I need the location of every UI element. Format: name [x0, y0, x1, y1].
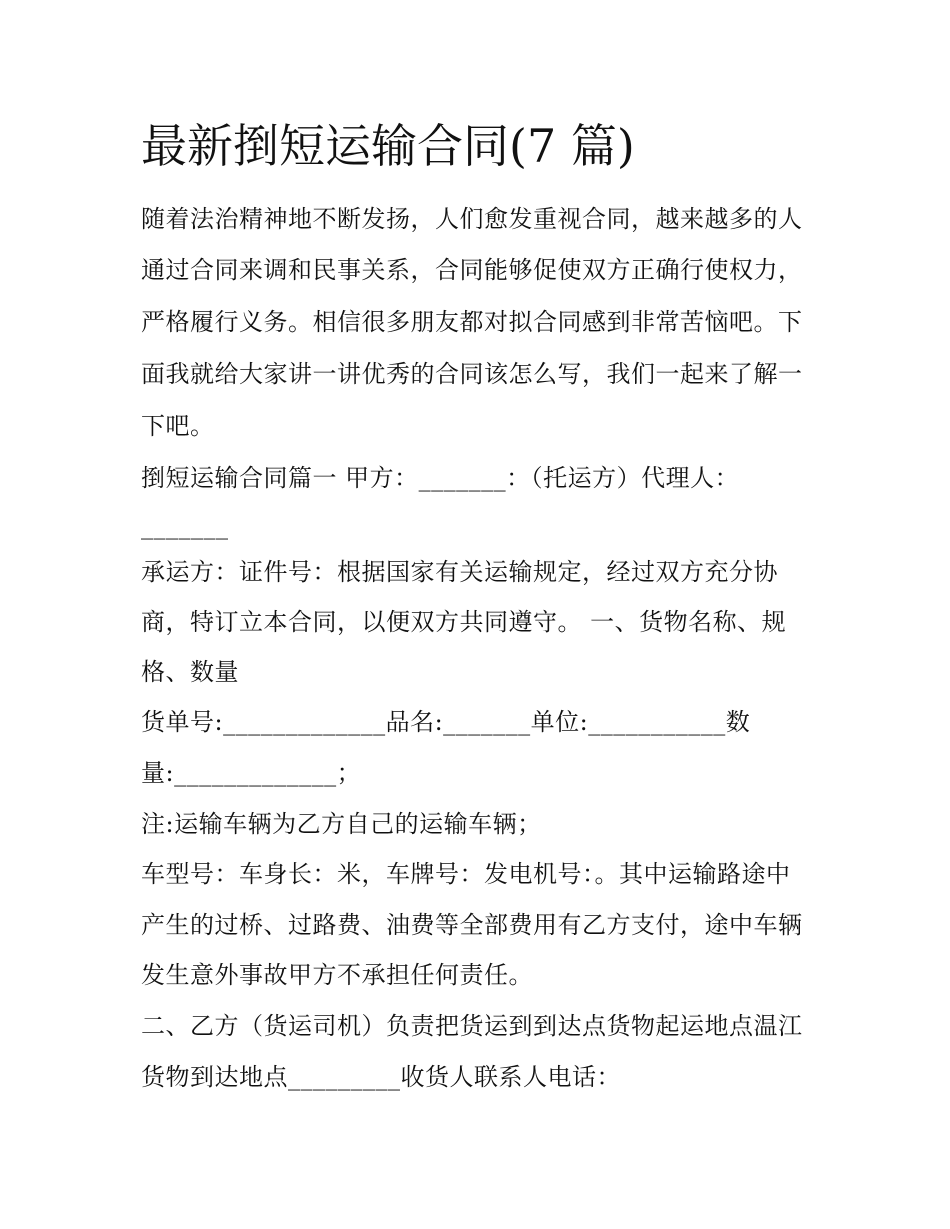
paragraph-line: 货物到达地点_________收货人联系人电话：: [141, 1063, 621, 1091]
paragraph-line: 货单号:_____________品名:_______单位:___________数: [141, 708, 751, 736]
paragraph-line: 注:运输车辆为乙方自己的运输车辆；: [141, 810, 542, 838]
paragraph-line: 通过合同来调和民事关系，合同能够促使双方正确行使权力，: [141, 256, 803, 284]
paragraph-line: 发生意外事故甲方不承担任何责任。: [141, 961, 533, 989]
paragraph-line: 二、乙方（货运司机）负责把货运到到达点货物起运地点温江: [141, 1012, 803, 1040]
paragraph-line: 商，特订立本合同，以便双方共同遵守。 一、货物名称、规: [141, 608, 787, 636]
paragraph-line: 下吧。: [141, 412, 215, 440]
paragraph-line: 产生的过桥、过路费、油费等全部费用有乙方支付，途中车辆: [141, 911, 803, 939]
paragraph-line: 随着法治精神地不断发扬，人们愈发重视合同，越来越多的人: [141, 205, 803, 233]
paragraph-line: _______: [141, 512, 229, 540]
paragraph-line: 量:_____________；: [141, 759, 362, 787]
paragraph-line: 格、数量: [141, 658, 239, 686]
paragraph-line: 严格履行义务。相信很多朋友都对拟合同感到非常苦恼吧。下: [141, 308, 803, 336]
paragraph-line: 面我就给大家讲一讲优秀的合同该怎么写，我们一起来了解一: [141, 360, 803, 388]
paragraph-line: 承运方：证件号：根据国家有关运输规定，经过双方充分协: [141, 558, 778, 586]
paragraph-line: 车型号：车身长：米，车牌号：发电机号：。其中运输路途中: [141, 860, 791, 888]
document-title: 最新捯短运输合同(7 篇): [141, 119, 635, 173]
paragraph-line: 捯短运输合同篇一 甲方：_______：（托运方）代理人：: [141, 464, 740, 492]
